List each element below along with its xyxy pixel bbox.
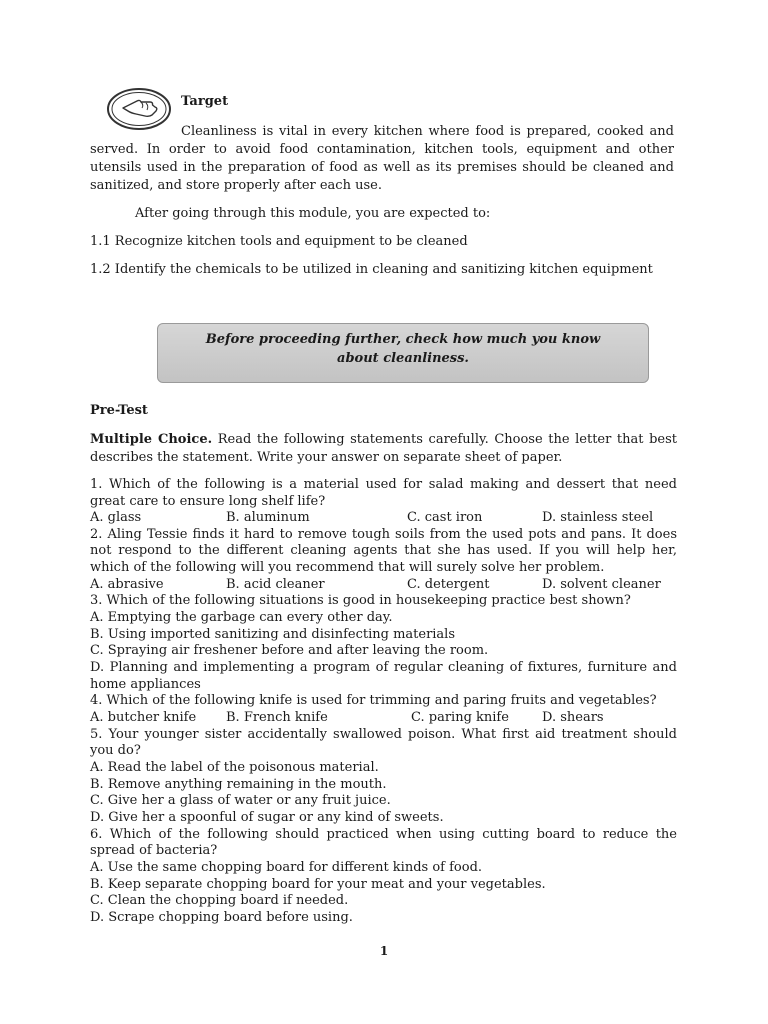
question-text: 1. Which of the following is a material used for salad making and dessert that need great care to ensure long shelf life?: [90, 477, 677, 509]
callout-line: about cleanliness.: [337, 351, 469, 366]
choice-row: [90, 710, 677, 727]
section-title: Target: [181, 94, 229, 109]
question-text: 5. Your younger sister accidentally swallowed poison. What first aid treatment should you do?: [90, 726, 677, 759]
choice: C. detergent: [407, 576, 490, 592]
instructions-paragraph: [90, 431, 677, 467]
callout-line: Before proceeding further, check how much you know: [205, 332, 601, 347]
objective-item: 1.2 Identify the chemicals to be utilized in cleaning and sanitizing kitchen equipment: [90, 262, 653, 277]
callout-box: [157, 323, 649, 383]
choice: B. French knife: [226, 710, 328, 726]
choice: A. Read the label of the poisonous material.: [90, 759, 379, 775]
callout-text: [158, 330, 648, 368]
choice: A. Emptying the garbage can every other day.: [90, 609, 393, 625]
choice: D. Give her a spoonful of sugar or any kind of sweets.: [90, 810, 444, 826]
objective-item: 1.1 Recognize kitchen tools and equipment to be cleaned: [90, 234, 468, 249]
choice-row: [90, 510, 677, 527]
choice: B. acid cleaner: [226, 576, 325, 592]
choice-row: [90, 577, 677, 594]
choice: D. shears: [542, 710, 604, 726]
choice: C. Give her a glass of water or any fruit juice.: [90, 793, 391, 809]
choice: D. Scrape chopping board before using.: [90, 910, 353, 926]
choice: A. abrasive: [90, 576, 164, 592]
page-number: 1: [379, 944, 389, 958]
choice: B. aluminum: [226, 510, 310, 526]
question-text: 2. Aling Tessie finds it hard to remove tough soils from the used pots and pans. It does not respond to the different cleaning agents that she has used. If you will help her, which of the following will you recommend that will surely solve her problem.: [90, 526, 677, 576]
choice: B. Keep separate chopping board for your meat and your vegetables.: [90, 876, 546, 892]
instructions-lead: Multiple Choice.: [90, 432, 213, 447]
choice: A. glass: [90, 510, 142, 526]
choice: B. Remove anything remaining in the mouth.: [90, 776, 387, 792]
intro-paragraph: Cleanliness is vital in every kitchen where food is prepared, cooked and served. In order to avoid food contamination, kitchen tools, equipment and other utensils used in the preparation of food as well as its premises should be cleaned and sanitized, and store properly after each use.: [90, 124, 674, 193]
question-list: [90, 477, 677, 927]
question-text: 6. Which of the following should practiced when using cutting board to reduce the spread of bacteria?: [90, 826, 677, 859]
question-text: 4. Which of the following knife is used for trimming and paring fruits and vegetables?: [90, 693, 657, 709]
choice: A. Use the same chopping board for different kinds of food.: [90, 859, 483, 875]
choice: C. cast iron: [407, 510, 483, 526]
choice: D. solvent cleaner: [542, 576, 661, 592]
question-text: 3. Which of the following situations is good in housekeeping practice best shown?: [90, 593, 631, 609]
choice: B. Using imported sanitizing and disinfecting materials: [90, 626, 456, 642]
choice: C. Spraying air freshener before and after leaving the room.: [90, 643, 489, 659]
choice: A. butcher knife: [90, 710, 197, 726]
instructions-text: Read the following statements carefully. Choose the letter that best describes the statement. Write your answer on separate sheet of paper.: [90, 432, 677, 465]
choice: C. paring knife: [411, 710, 509, 726]
objectives-lead: After going through this module, you are expected to:: [135, 206, 491, 221]
choice: D. stainless steel: [542, 510, 654, 526]
pretest-heading: Pre-Test: [90, 403, 148, 418]
choice: C. Clean the chopping board if needed.: [90, 893, 349, 909]
choice: D. Planning and implementing a program of regular cleaning of fixtures, furniture and home appliances: [90, 660, 677, 692]
